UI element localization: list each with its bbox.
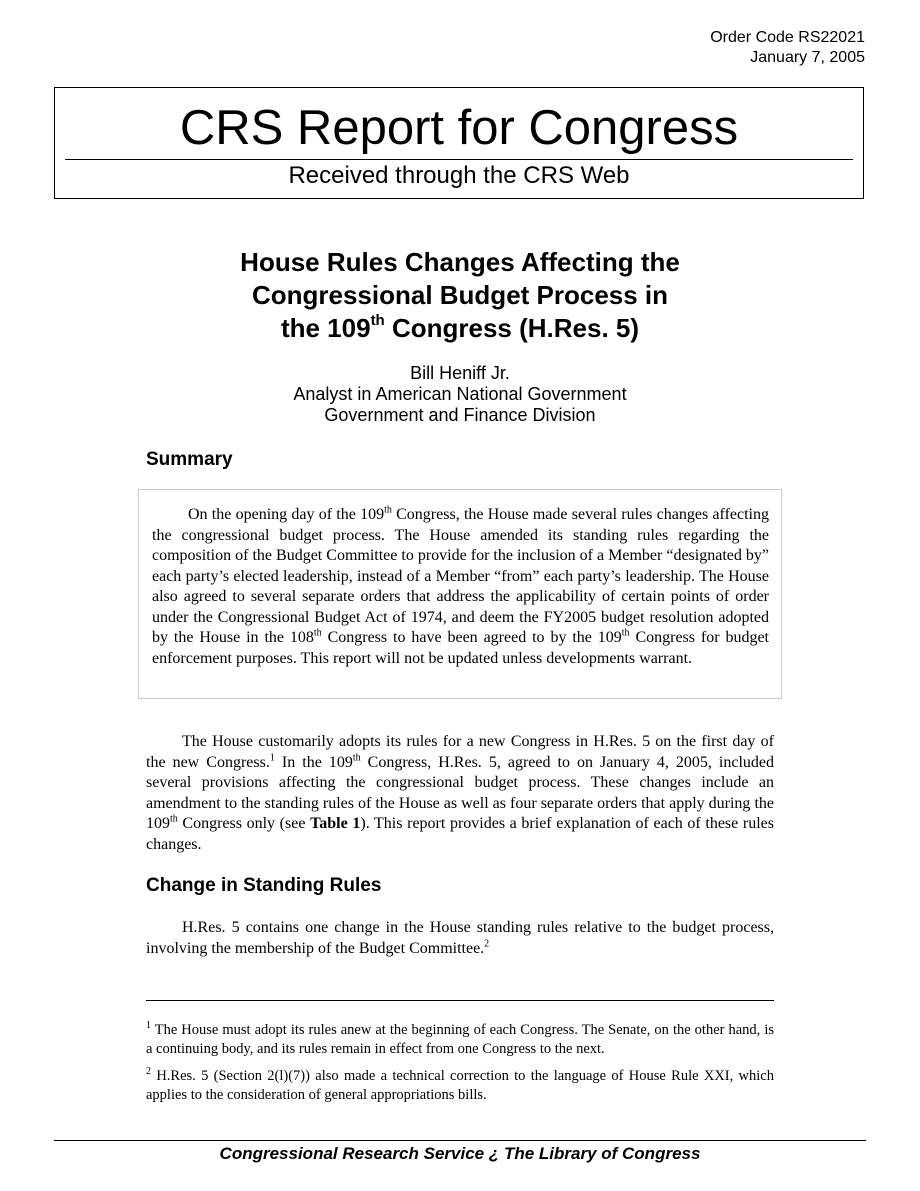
page-footer: Congressional Research Service ¿ The Library of Congress (219, 1144, 701, 1163)
order-code: Order Code RS22021 (710, 29, 865, 46)
author-block (146, 363, 774, 426)
author-role: Analyst in American National Government (293, 384, 627, 404)
order-date: January 7, 2005 (750, 49, 865, 66)
footnote-ref-1[interactable]: 1 (269, 752, 275, 764)
author-name: Bill Heniff Jr. (410, 363, 510, 383)
footnote-2: $^2$ H.Res. 5 (Section 2(l)(7)) also made a technical correction to the language of House Rule XXI, which applies to the consideration of general appropriations bills. (146, 1066, 774, 1103)
standing-rules-heading: Change in Standing Rules (146, 875, 382, 896)
title-line-3: the 109th Congress (H.Res. 5) (280, 312, 640, 343)
summary-text: On the opening day of the 109th Congress, the House made several rules changes affecting the congressional budget process. The House amended its standing rules regarding the composition of the Budget Committee to provide for the inclusion of a Member “designated by” each party’s elected leadership, instead of a Member “from” each party’s leadership. The House also agreed to several separate orders that address the applicability of certain points of order under the Congressional Budget Act of 1974, and deem the FY2005 budget resolution adopted by the House in the 108th Congress to have been agreed to by the 109th Congress for budget enforcement purposes. This report will not be updated unless developments warrant. (152, 504, 770, 667)
report-header-title: CRS Report for Congress (179, 101, 739, 155)
title-line-2: Congressional Budget Process in (251, 280, 669, 310)
title-line-1: House Rules Changes Affecting the (240, 247, 680, 277)
summary-box (138, 489, 782, 699)
author-division: Government and Finance Division (324, 405, 596, 425)
standing-rules-paragraph: H.Res. 5 contains one change in the House standing rules relative to the budget process, involving the membership of the Budget Committee.$^2$ (146, 919, 774, 957)
report-title (146, 246, 774, 345)
table-reference: Table 1 (310, 815, 361, 832)
report-header-box (54, 87, 864, 199)
footnote-divider (146, 1000, 774, 1001)
intro-paragraph: The House customarily adopts its rules for a new Congress in H.Res. 5 on the first day of the new Congress.$^1$ In the 109th Congress, H.Res. 5, agreed to on January 4, 2005, included several provisions affecting the congressional budget process. These changes include an amendment to the standing rules of the House as well as four separate orders that apply during the 109th Congress only (see Table 1). This report provides a brief explanation of each of these rules changes. (146, 733, 775, 853)
footnote-1: $^1$ The House must adopt its rules anew at the beginning of each Congress. The Senate, on the other hand, is a continuing body, and its rules remain in effect from one Congress to the next. (146, 1020, 774, 1057)
report-header-subtitle: Received through the CRS Web (288, 162, 630, 189)
header-divider (65, 159, 853, 160)
footnote-ref-2[interactable]: 2 (484, 938, 490, 950)
footer-divider (54, 1140, 866, 1141)
order-code-block (710, 28, 865, 68)
footnotes (146, 1021, 774, 1113)
summary-heading: Summary (146, 449, 233, 470)
